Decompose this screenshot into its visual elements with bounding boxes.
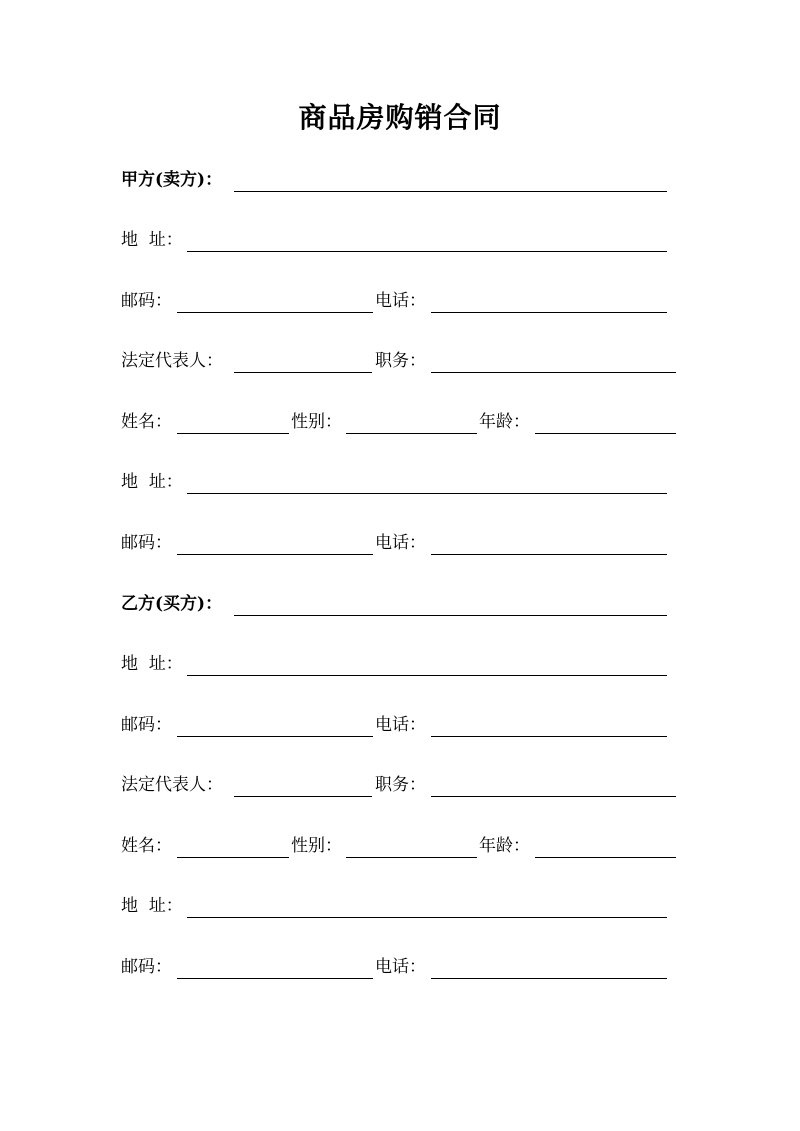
- party-a-name-field[interactable]: [234, 191, 667, 192]
- party-b-postcode-label: 邮码：: [121, 715, 172, 735]
- party-b-address-field[interactable]: [187, 675, 667, 676]
- party-a-gender-label: 性别：: [291, 412, 342, 432]
- party-a-address-field[interactable]: [187, 251, 667, 252]
- party-b-legal-rep-label: 法定代表人：: [121, 775, 223, 795]
- party-a-postcode-label: 邮码：: [121, 291, 172, 311]
- party-b-gender-label: 性别：: [291, 836, 342, 856]
- party-a-phone2-label: 电话：: [375, 533, 426, 553]
- party-b-address2-field[interactable]: [187, 917, 667, 918]
- party-a-address2-label: 地 址：: [121, 472, 183, 492]
- party-b-position-label: 职务：: [375, 775, 426, 795]
- party-a-postcode2-label: 邮码：: [121, 533, 172, 553]
- party-b-phone2-field[interactable]: [431, 978, 667, 979]
- party-a-legal-rep-label: 法定代表人：: [121, 351, 223, 371]
- party-a-address2-field[interactable]: [187, 493, 667, 494]
- party-a-name-label: 姓名：: [121, 412, 172, 432]
- party-b-position-field[interactable]: [431, 796, 676, 797]
- party-b-age-label: 年龄：: [479, 836, 530, 856]
- party-a-position-label: 职务：: [375, 351, 426, 371]
- party-b-header-label: 乙方(买方)：: [121, 594, 223, 614]
- party-a-phone-field[interactable]: [431, 312, 667, 313]
- party-a-postcode2-field[interactable]: [177, 554, 373, 555]
- party-a-age-field[interactable]: [535, 433, 676, 434]
- party-b-phone-label: 电话：: [375, 715, 426, 735]
- party-b-address-label: 地 址：: [121, 654, 183, 674]
- party-a-legal-rep-field[interactable]: [234, 372, 372, 373]
- party-b-legal-rep-field[interactable]: [234, 796, 372, 797]
- party-a-gender-field[interactable]: [346, 433, 477, 434]
- party-a-header-label: 甲方(卖方)：: [121, 170, 223, 190]
- party-b-name-label: 姓名：: [121, 836, 172, 856]
- party-b-phone2-label: 电话：: [375, 957, 426, 977]
- page-title: 商品房购销合同: [298, 101, 502, 134]
- party-b-age-field[interactable]: [535, 857, 676, 858]
- party-b-phone-field[interactable]: [431, 736, 667, 737]
- party-a-person-name-field[interactable]: [177, 433, 289, 434]
- party-b-postcode2-field[interactable]: [177, 978, 373, 979]
- party-a-postcode-field[interactable]: [177, 312, 373, 313]
- party-a-phone2-field[interactable]: [431, 554, 667, 555]
- party-a-address-label: 地 址：: [121, 230, 183, 250]
- party-a-phone-label: 电话：: [375, 291, 426, 311]
- party-a-position-field[interactable]: [431, 372, 676, 373]
- party-b-postcode-field[interactable]: [177, 736, 373, 737]
- party-b-gender-field[interactable]: [346, 857, 477, 858]
- party-b-address2-label: 地 址：: [121, 896, 183, 916]
- party-b-name-field[interactable]: [234, 615, 667, 616]
- party-a-age-label: 年龄：: [479, 412, 530, 432]
- party-b-postcode2-label: 邮码：: [121, 957, 172, 977]
- party-b-person-name-field[interactable]: [177, 857, 289, 858]
